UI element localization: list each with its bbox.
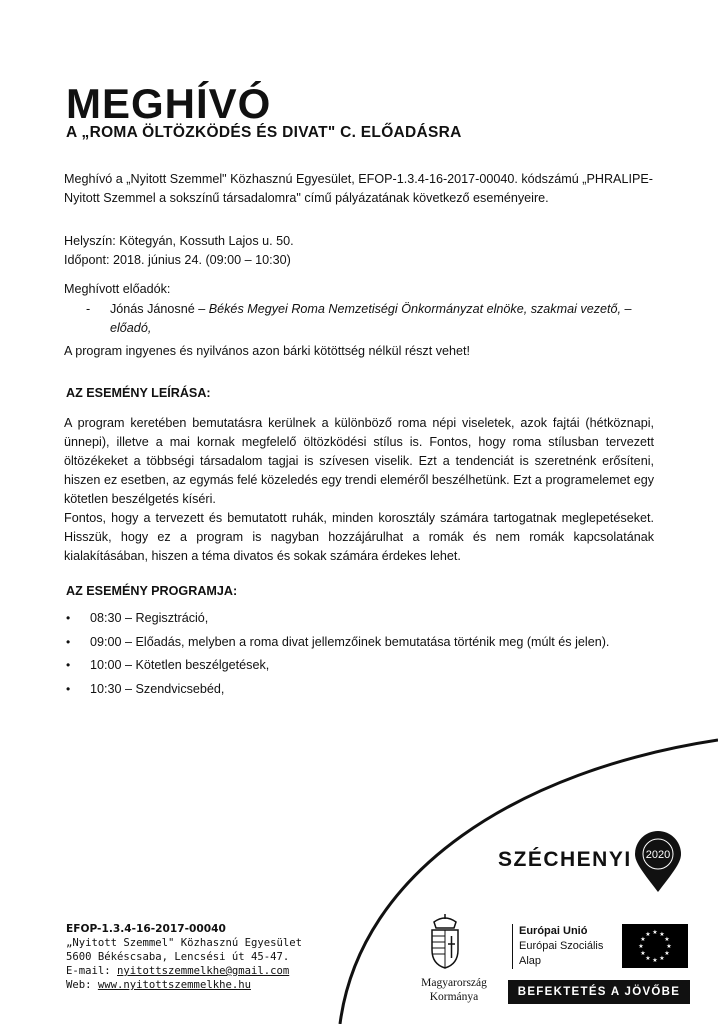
page-subtitle: A „ROMA ÖLTÖZKÖDÉS ÉS DIVAT" C. ELŐADÁSRA bbox=[66, 124, 462, 141]
speakers-label: Meghívott előadók: bbox=[64, 282, 171, 296]
footer-org: „Nyitott Szemmel" Közhasznú Egyesület bbox=[66, 937, 302, 949]
eu-logo-text bbox=[512, 924, 603, 969]
eu-flag-icon bbox=[622, 924, 688, 968]
eu-line-1: Európai Unió bbox=[519, 925, 588, 937]
footer-contact bbox=[66, 922, 302, 992]
svg-text:★: ★ bbox=[638, 943, 644, 950]
szechenyi-logo-text: SZÉCHENYI bbox=[498, 848, 632, 871]
footer-address: 5600 Békéscsaba, Lencsési út 45-47. bbox=[66, 951, 290, 963]
program-item-text: 10:30 – Szendvicsebéd, bbox=[90, 681, 225, 696]
svg-text:★: ★ bbox=[640, 936, 646, 943]
svg-text:★: ★ bbox=[659, 931, 665, 938]
bullet-icon: • bbox=[66, 634, 71, 649]
speaker-role-line-2: előadó, bbox=[110, 321, 152, 335]
footer-email-label: E-mail: bbox=[66, 965, 118, 977]
eu-line-3: Alap bbox=[519, 955, 542, 967]
program-heading: AZ ESEMÉNY PROGRAMJA: bbox=[66, 584, 238, 598]
invest-banner: BEFEKTETÉS A JÖVŐBE bbox=[508, 980, 690, 1004]
description-paragraph-1: A program keretében bemutatásra kerülnek a különböző roma népi viseletek, azok fajtái (hétköznapi, ünnepi), illetve a mai kornak megfelelő öltözködési stílus is. Fontos, hogy roma stílusban tervezett öltözékeket a többségi társadalom tagjai is szívesen viselik. Ezt a tendenciát is szeretnénk erősíteni, hiszen ez esetben, az egymás felé közeledés egy trendi eleméről beszélhetünk. Ezt a programelemet egy kötetlen beszélgetés kíséri. bbox=[64, 416, 654, 506]
footer-web-row bbox=[66, 978, 302, 992]
eu-line-2: Európai Szociális bbox=[519, 940, 604, 952]
svg-text:★: ★ bbox=[664, 950, 670, 957]
program-item-text: 08:30 – Regisztráció, bbox=[90, 611, 209, 625]
szechenyi-pin-icon bbox=[633, 830, 683, 894]
svg-text:★: ★ bbox=[652, 957, 658, 964]
gov-line-2: Kormánya bbox=[429, 991, 479, 1003]
svg-text:★: ★ bbox=[645, 931, 651, 938]
program-item-text: 10:00 – Kötetlen beszélgetések, bbox=[90, 658, 270, 672]
description-heading: AZ ESEMÉNY LEÍRÁSA: bbox=[66, 386, 211, 400]
hungary-crest-icon bbox=[428, 914, 462, 970]
free-note: A program ingyenes és nyilvános azon bárki kötöttség nélkül részt vehet! bbox=[64, 344, 471, 358]
venue-time: Időpont: 2018. június 24. (09:00 – 10:30) bbox=[64, 253, 291, 267]
footer-email-row bbox=[66, 964, 302, 978]
intro-line-1: Meghívó a „Nyitott Szemmel" Közhasznú Egyesület, EFOP-1.3.4-16-2017-00040. kódszámú „PHRALIPE- bbox=[64, 172, 653, 186]
intro-line-2: Nyitott Szemmel a sokszínű társadalomra" című pályázatának következő eseményeire. bbox=[64, 191, 549, 205]
svg-text:★: ★ bbox=[652, 929, 658, 936]
bullet-icon: • bbox=[66, 658, 71, 672]
svg-text:★: ★ bbox=[640, 950, 646, 957]
speaker-role-line-1: Békés Megyei Roma Nemzetiségi Önkormányzat elnöke, szakmai vezető, – bbox=[208, 302, 632, 316]
government-logo-text bbox=[400, 976, 508, 1004]
page-title: MEGHÍVÓ bbox=[66, 80, 272, 127]
szechenyi-year: 2020 bbox=[645, 849, 671, 861]
svg-text:★: ★ bbox=[659, 955, 665, 962]
description-paragraph-2: Fontos, hogy a tervezett és bemutatott ruhák, minden korosztály számára tartogatnak meglepetéseket. Hisszük, hogy ez a program is nagyban hozzájárulhat a romák és nem romák kapcsolatának kialakításában, hiszen a téma divatos és sokak számára érdekes lehet. bbox=[64, 511, 654, 563]
svg-text:★: ★ bbox=[664, 936, 670, 943]
speaker-dash: - bbox=[86, 302, 91, 316]
footer-email-link[interactable]: nyitottszemmelkhe@gmail.com bbox=[117, 965, 290, 977]
gov-line-1: Magyarország bbox=[421, 977, 487, 989]
venue-location: Helyszín: Kötegyán, Kossuth Lajos u. 50. bbox=[64, 234, 294, 248]
program-item-text: 09:00 – Előadás, melyben a roma divat jellemzőinek bemutatása történik meg (múlt és jelen). bbox=[90, 634, 610, 649]
footer-project-code: EFOP-1.3.4-16-2017-00040 bbox=[66, 923, 226, 935]
svg-text:★: ★ bbox=[666, 943, 672, 950]
bullet-icon: • bbox=[66, 681, 71, 696]
bullet-icon: • bbox=[66, 611, 71, 625]
svg-text:★: ★ bbox=[645, 955, 651, 962]
footer-web-label: Web: bbox=[66, 979, 98, 991]
speaker-name: Jónás Jánosné – bbox=[110, 302, 209, 316]
footer-web-link[interactable]: www.nyitottszemmelkhe.hu bbox=[97, 979, 251, 991]
